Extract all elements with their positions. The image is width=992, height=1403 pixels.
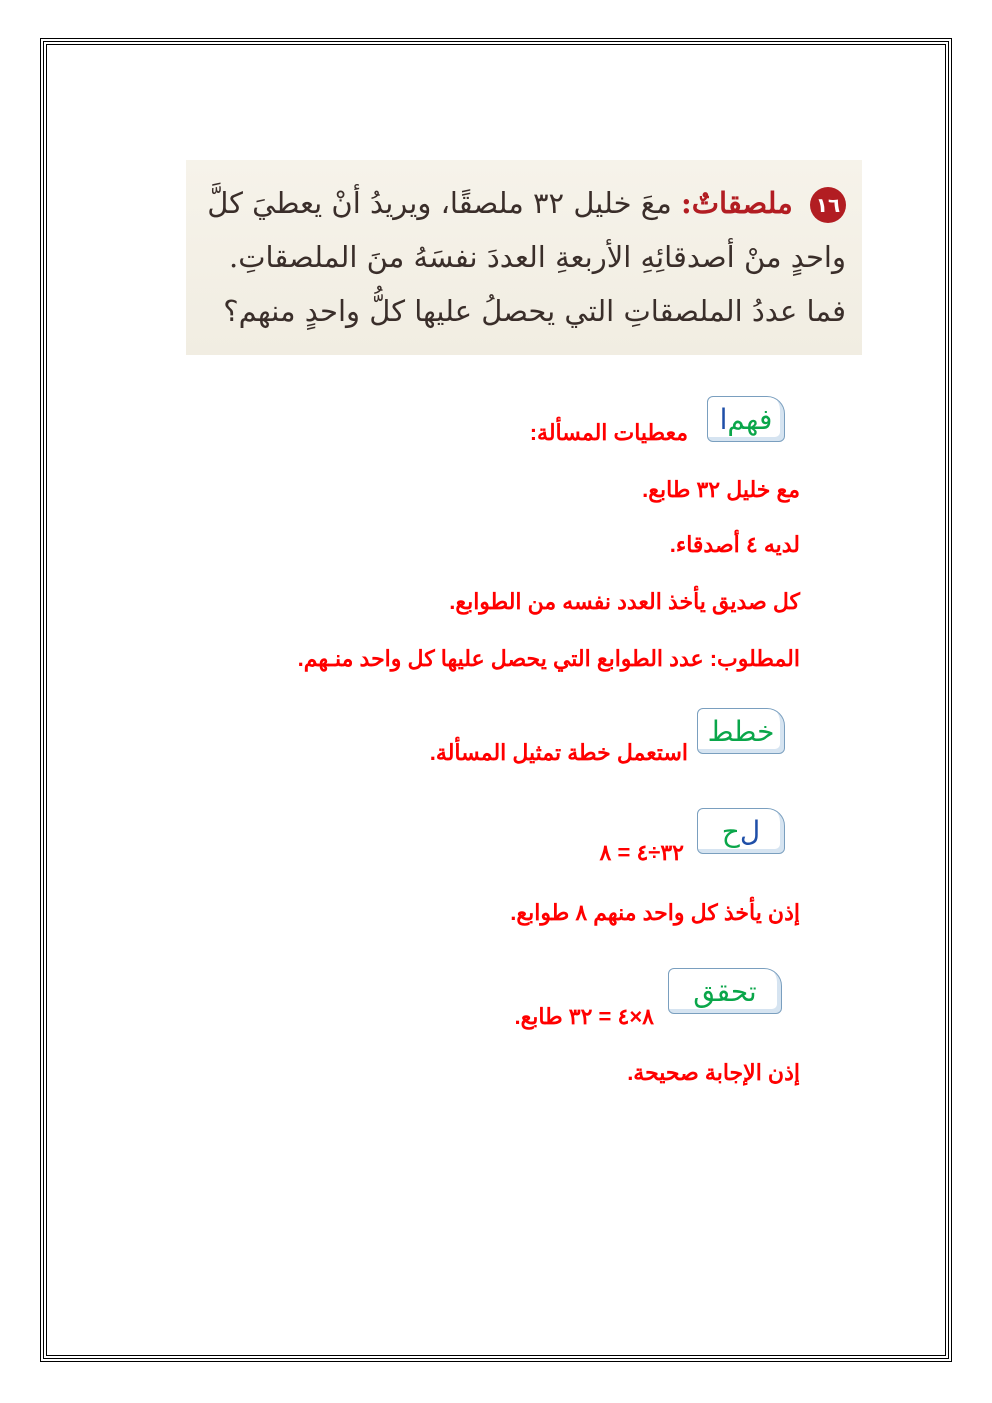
solve-tag-part1: ح [721, 814, 740, 848]
problem-number-badge: ١٦ [810, 187, 846, 223]
solve-equation: ٣٢÷٤ = ٨ [599, 840, 684, 865]
understand-tag [707, 396, 785, 442]
check-conclusion: إذن الإجابة صحيحة. [627, 1060, 800, 1085]
solve-tag [697, 808, 785, 854]
given-item-1: مع خليل ٣٢ طابع. [642, 477, 800, 502]
solve-tag-part2: ل [739, 814, 761, 848]
problem-box [186, 160, 862, 355]
check-equation: ٨×٤ = ٣٢ طابع. [514, 1004, 654, 1029]
understand-tag-part2: فهم [727, 402, 773, 436]
problem-line-2: واحدٍ منْ أصدقائِهِ الأربعةِ العددَ نفسَهُ منَ الملصقاتِ. [228, 240, 846, 274]
given-heading: معطيات المسألة: [529, 420, 688, 445]
required-text: المطلوب: عدد الطوابع التي يحصل عليها كل واحد منـهم. [297, 646, 800, 671]
plan-text: استعمل خطة تمثيل المسألة. [429, 740, 688, 765]
understand-tag-part1: ا [719, 402, 728, 436]
solve-conclusion: إذن يأخذ كل واحد منهم ٨ طوابع. [510, 900, 800, 925]
problem-line-1 [207, 186, 846, 223]
given-item-2: لديه ٤ أصدقاء. [669, 532, 800, 557]
problem-text-1: معَ خليل ٣٢ ملصقًا، ويريدُ أنْ يعطيَ كلَّ [207, 186, 672, 220]
given-item-3: كل صديق يأخذ العدد نفسه من الطوابع. [449, 589, 800, 614]
problem-line-3: فما عددُ الملصقاتِ التي يحصلُ عليها كلُّ واحدٍ منهم؟ [223, 294, 846, 328]
problem-title: ملصقاتٌ: [680, 186, 793, 220]
check-tag: تحقق [668, 968, 782, 1014]
plan-tag: خطط [697, 708, 785, 754]
